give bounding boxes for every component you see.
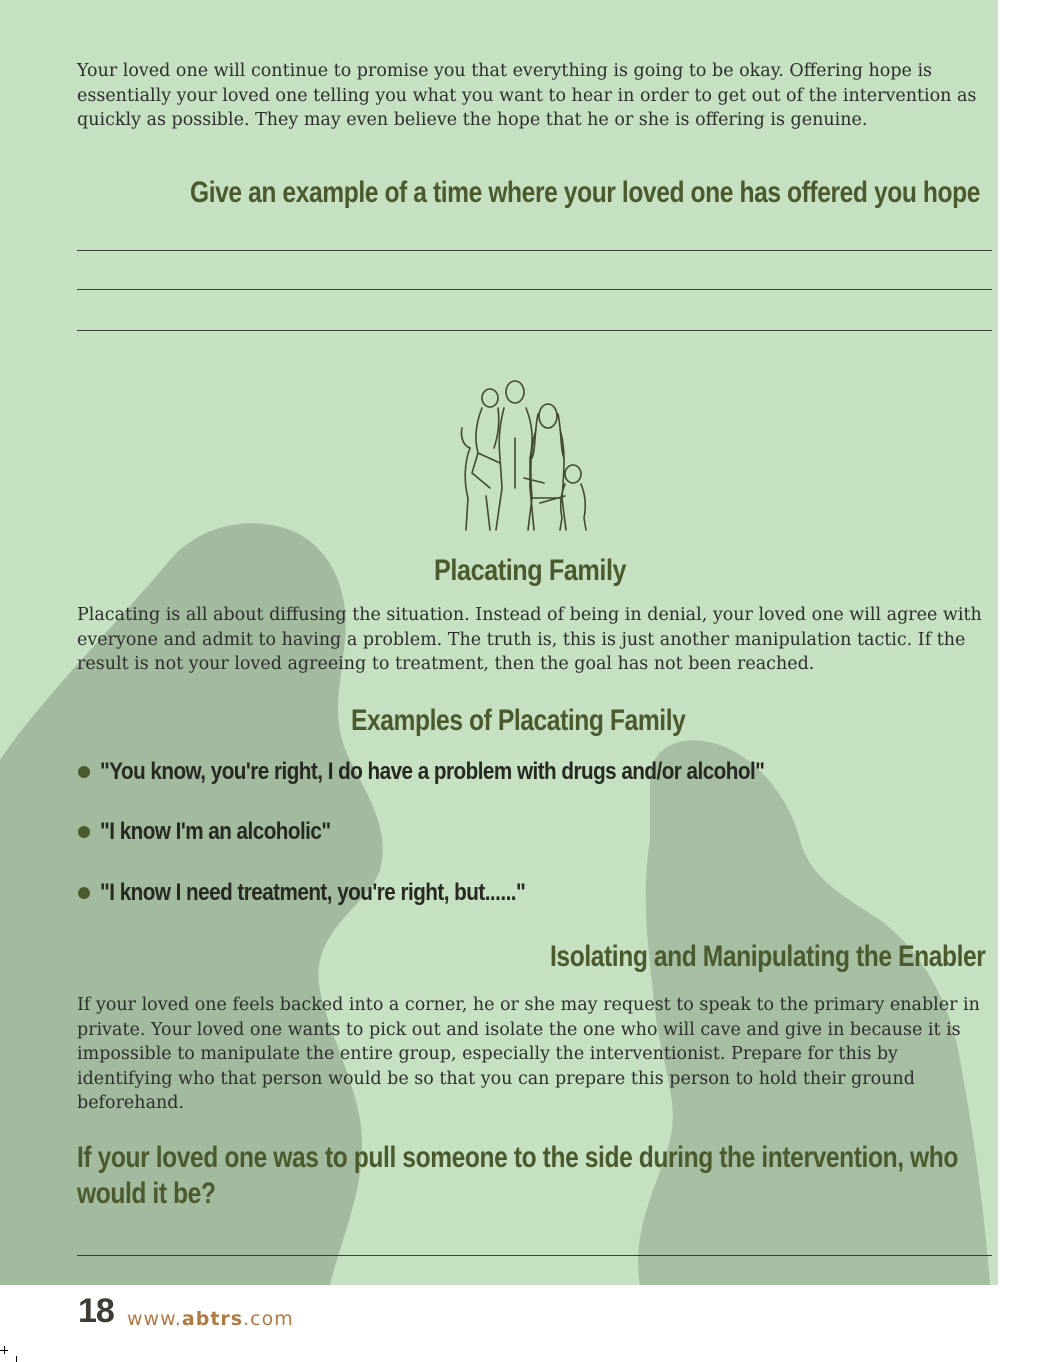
page-number: 18 bbox=[78, 1292, 114, 1330]
answer-line-3[interactable] bbox=[77, 330, 992, 331]
example-text: "You know, you're right, I do have a problem with drugs and/or alcohol" bbox=[100, 758, 765, 785]
url-brand: abtrs bbox=[181, 1308, 244, 1330]
url-prefix: www. bbox=[127, 1308, 182, 1330]
bullet-dot-icon bbox=[78, 887, 90, 899]
placating-title: Placating Family bbox=[434, 554, 627, 587]
answer-line-2[interactable] bbox=[77, 289, 992, 290]
url-suffix: .com bbox=[243, 1308, 294, 1330]
pull-aside-prompt: If your loved one was to pull someone to the side during the intervention, who would it be? bbox=[77, 1141, 959, 1210]
placating-paragraph: Placating is all about diffusing the situation. Instead of being in denial, your loved one will agree with everyone and admit to having a problem. The truth is, this is just another manipulation tactic. If the result is not your loved agreeing to treatment, then the goal has not been reached. bbox=[77, 605, 982, 674]
bullet-dot-icon bbox=[78, 826, 90, 838]
isolating-paragraph: If your loved one feels backed into a corner, he or she may request to speak to the primary enabler in private. Your loved one wants to pick out and isolate the one who will cave and give in because it is impossible to manipulate the entire group, especially the interventionist. Prepare for this by identifying who that person would be so that you can prepare this person to hold their ground beforehand. bbox=[77, 995, 980, 1113]
crop-mark bbox=[16, 1356, 17, 1362]
answer-line-1[interactable] bbox=[77, 250, 992, 251]
example-item-2 bbox=[78, 818, 368, 846]
example-text: "I know I'm an alcoholic" bbox=[100, 818, 331, 845]
example-item-1 bbox=[78, 758, 873, 786]
crop-mark bbox=[0, 1350, 8, 1351]
answer-line-4[interactable] bbox=[77, 1255, 992, 1256]
family-line-art-icon bbox=[460, 378, 600, 534]
examples-title: Examples of Placating Family bbox=[351, 704, 686, 737]
website-url[interactable] bbox=[127, 1308, 294, 1330]
example-item-3 bbox=[78, 879, 595, 907]
intro-paragraph: Your loved one will continue to promise you that everything is going to be okay. Offering hope is essentially your loved one telling you what you want to hear in order to get out of the intervention as quickly as possible. They may even believe the hope that he or she is offering is genuine. bbox=[77, 61, 977, 130]
bullet-dot-icon bbox=[78, 766, 90, 778]
isolating-title: Isolating and Manipulating the Enabler bbox=[550, 940, 986, 973]
hope-prompt-heading: Give an example of a time where your loved one has offered you hope bbox=[190, 176, 981, 209]
example-text: "I know I need treatment, you're right, but......" bbox=[100, 879, 526, 906]
